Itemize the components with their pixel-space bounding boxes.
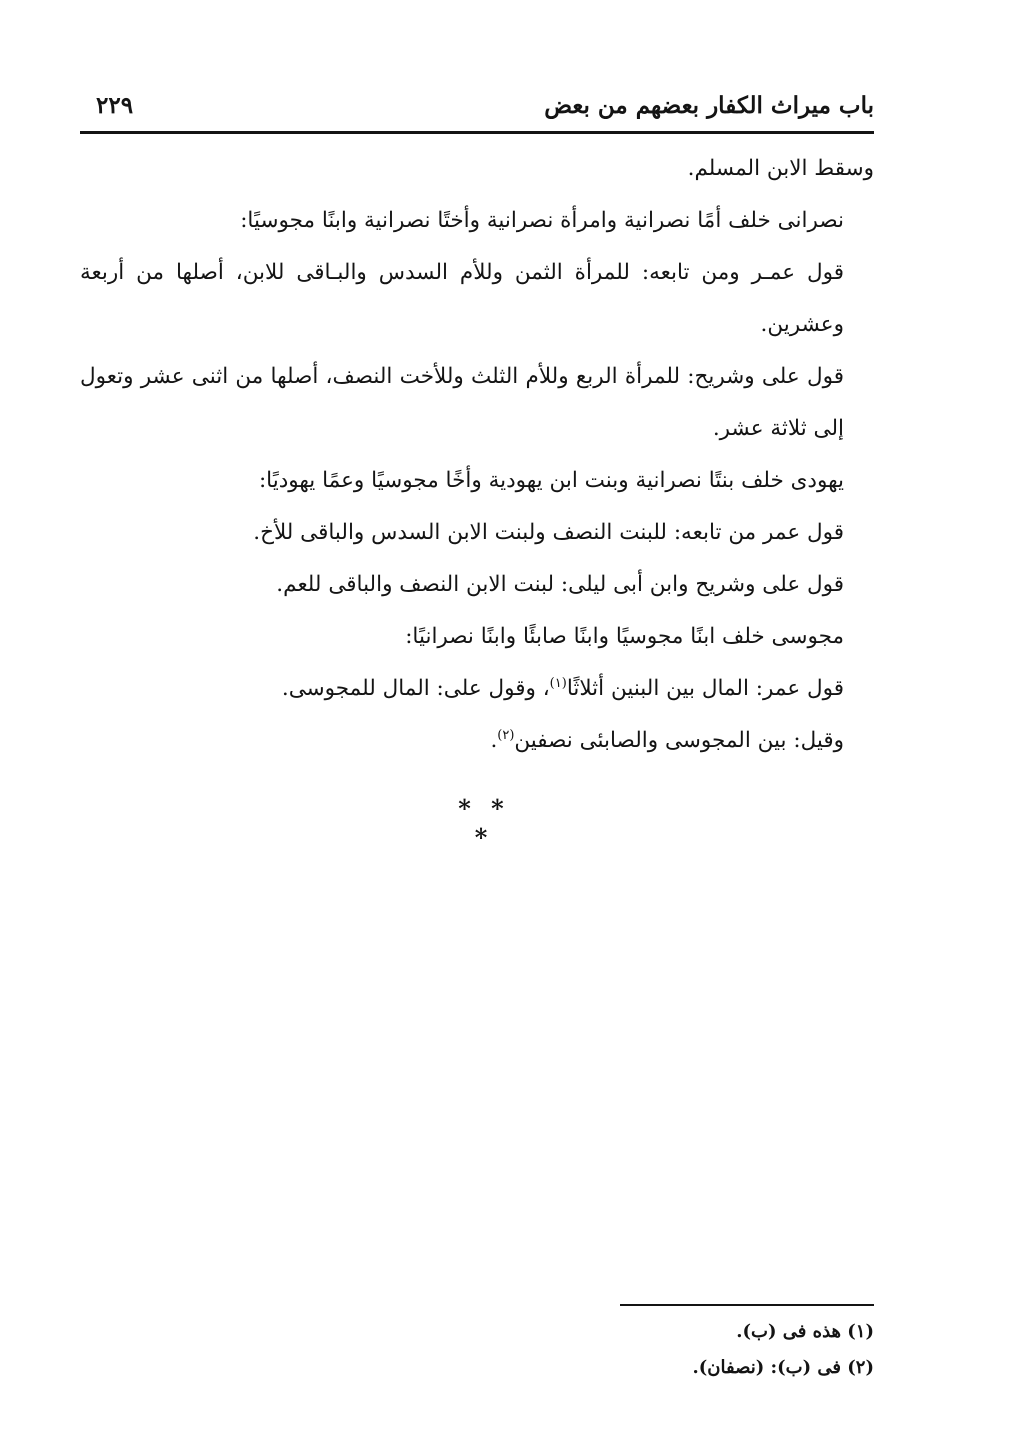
page-header — [80, 92, 874, 128]
paragraph: قول عمـر ومن تابعه: للمرأة الثمن وللأم السدس والبـاقى للابن، أصلها من أربعة وعشرين. — [80, 260, 844, 337]
running-title: باب ميراث الكفار بعضهم من بعض — [544, 92, 874, 119]
paragraph-text: ، وقول على: المال للمجوسى. — [281, 676, 550, 701]
body-text — [80, 143, 874, 767]
footnote-rule — [620, 1304, 874, 1306]
paragraph: نصرانى خلف أمًا نصرانية وامرأة نصرانية وأختًا نصرانية وابنًا مجوسيًا: — [240, 208, 844, 233]
paragraph: وسقط الابن المسلم. — [687, 156, 874, 181]
paragraph-text: وقيل: بين المجوسى والصابئى نصفين — [514, 728, 844, 753]
paragraph: قول عمر من تابعه: للبنت النصف ولبنت الابن السدس والباقى للأخ. — [253, 520, 844, 545]
paragraph — [84, 663, 874, 715]
header-rule — [80, 131, 874, 134]
paragraph-text: . — [490, 728, 498, 753]
footnotes — [474, 1314, 874, 1386]
paragraph: قول على وشريح وابن أبى ليلى: لبنت الابن النصف والباقى للعم. — [276, 572, 844, 597]
footnote: (٢) فى (ب): (نصفان). — [692, 1357, 874, 1378]
paragraph: قول على وشريح: للمرأة الربع وللأم الثلث وللأخت النصف، أصلها من اثنى عشر وتعول إلى ثلاثة عشر. — [80, 364, 844, 441]
paragraph: مجوسى خلف ابنًا مجوسيًا وابنًا صابئًا وابنًا نصرانيًا: — [405, 624, 844, 649]
page-number: ٢٢٩ — [96, 92, 134, 119]
paragraph — [84, 715, 874, 767]
footnote: (١) هذه فى (ب). — [736, 1321, 874, 1342]
section-separator: * * * — [458, 794, 510, 852]
footnote-ref[interactable]: (٢) — [497, 727, 515, 743]
paragraph-text: قول عمر: المال بين البنين أثلاثًا — [566, 676, 844, 701]
paragraph: يهودى خلف بنتًا نصرانية وبنت ابن يهودية وأخًا مجوسيًا وعمًا يهوديًا: — [258, 468, 844, 493]
footnote-ref[interactable]: (١) — [549, 675, 567, 691]
